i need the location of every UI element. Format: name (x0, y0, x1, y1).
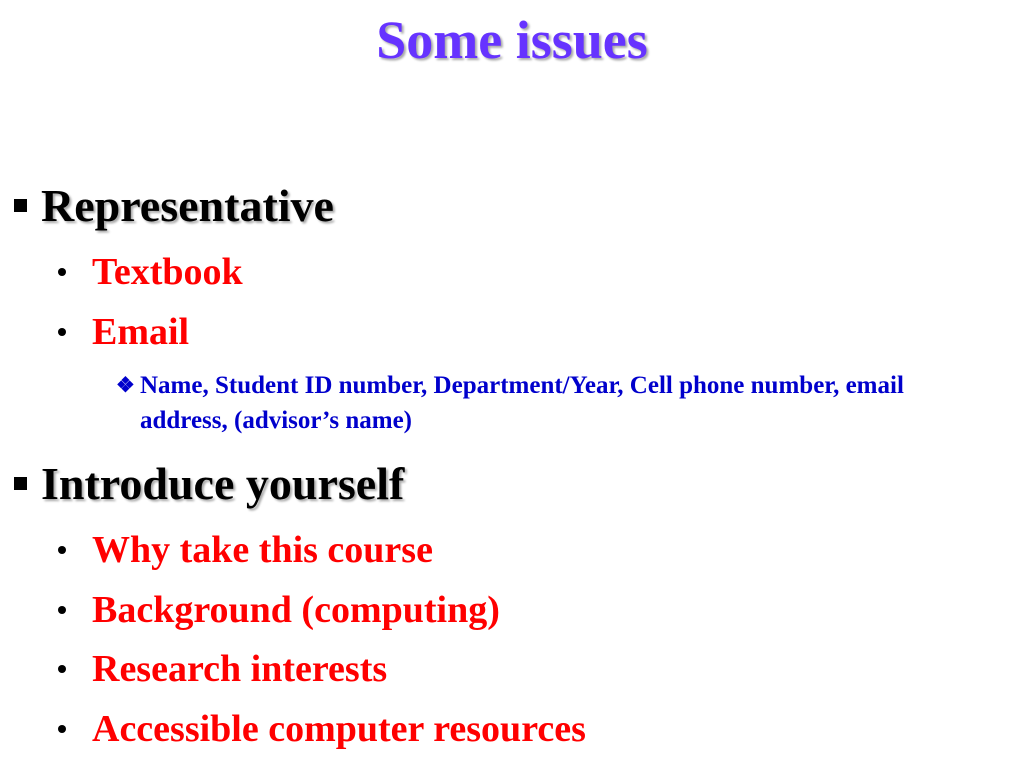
bullet-heading-representative (14, 178, 334, 234)
heading-text: Representative (41, 180, 334, 231)
list-item-computer-resources (58, 706, 586, 752)
bullet-heading-introduce-yourself (14, 456, 404, 512)
list-item-email (58, 309, 189, 355)
round-bullet-icon (58, 665, 66, 673)
round-bullet-icon (58, 328, 66, 336)
round-bullet-icon (58, 546, 66, 554)
list-item-text: Textbook (92, 251, 243, 293)
diamond-bullet-icon: ❖ (116, 373, 135, 397)
list-item-textbook (58, 249, 243, 295)
round-bullet-icon (58, 725, 66, 733)
list-item-background (58, 587, 500, 633)
heading-text: Introduce yourself (41, 458, 405, 509)
square-bullet-icon (14, 477, 27, 490)
list-item-text: Accessible computer resources (92, 708, 586, 750)
square-bullet-icon (14, 199, 27, 212)
slide-title: Some issues (376, 10, 648, 70)
round-bullet-icon (58, 606, 66, 614)
sub-item-text: Name, Student ID number, Department/Year, Cell phone number, email address, (advisor’s name) (140, 372, 904, 434)
list-item-text: Research interests (92, 648, 388, 690)
list-item-text: Background (computing) (92, 589, 500, 631)
list-item-why-take-course (58, 527, 433, 573)
list-item-text: Why take this course (92, 529, 433, 571)
list-item-research-interests (58, 646, 387, 692)
round-bullet-icon (58, 268, 66, 276)
sub-item-email-details (116, 368, 996, 438)
list-item-text: Email (92, 311, 190, 353)
